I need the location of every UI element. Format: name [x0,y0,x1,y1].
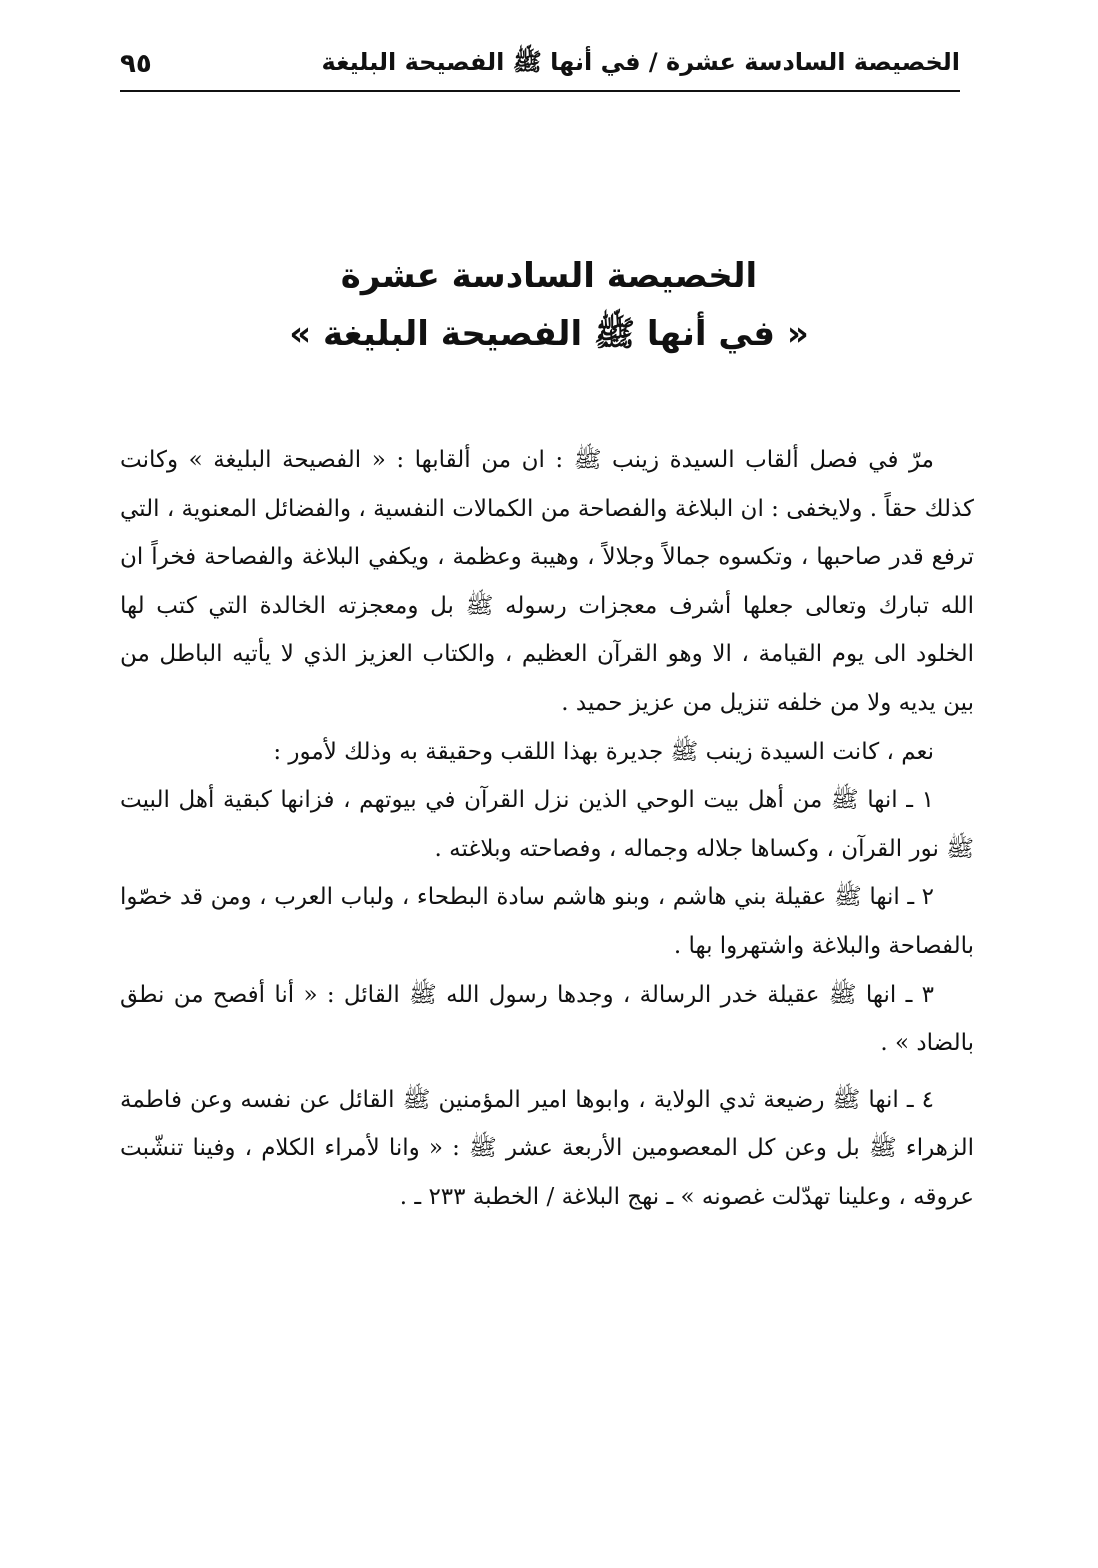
chapter-subtitle: « في أنها ﷺ الفصيحة البليغة » [289,314,809,354]
running-header-title: الخصيصة السادسة عشرة / في أنها ﷺ الفصيحة البليغة [321,47,960,76]
chapter-heading [120,248,978,364]
list-item [120,873,974,970]
chapter-title: الخصيصة السادسة عشرة [340,256,758,296]
running-header [120,38,960,92]
list-item-text: ٣ ـ انها ﷺ عقيلة خدر الرسالة ، وجدها رسول الله ﷺ القائل : « أنا أفصح من نطق بالضاد » . [120,981,974,1057]
list-item-text: ٤ ـ انها ﷺ رضيعة ثدي الولاية ، وابوها امير المؤمنين ﷺ القائل عن نفسه وعن فاطمة الزهراء ﷺ بل وعن كل المعصومين الأربعة عشر ﷺ : « وانا لأمراء الكلام ، وفينا تنشّبت عروقه ، وعلينا تهدّلت غصونه » ـ نهج البلاغة / الخطبة ٢٣٣ ـ . [120,1086,974,1210]
paragraph-reasons-lead: نعم ، كانت السيدة زينب ﷺ جديرة بهذا اللقب وحقيقة به وذلك لأمور : [273,738,934,765]
list-item-text: ١ ـ انها ﷺ من أهل بيت الوحي الذين نزل القرآن في بيوتهم ، فزانها كبقية أهل البيت ﷺ نور القرآن ، وكساها جلاله وجماله ، وفصاحته وبلاغته . [120,787,974,862]
page-number: ٩٥ [120,49,152,79]
paragraph-intro: مرّ في فصل ألقاب السيدة زينب ﷺ : ان من ألقابها : « الفصيحة البليغة » وكانت كذلك حقاً . ولايخفى : ان البلاغة والفصاحة من الكمالات النفسية ، والفضائل المعنوية ، التي ترفع قدر صاحبها ، وتكسوه جمالاً وجلالاً ، وهيبة وعظمة ، ويكفي البلاغة والفصاحة فخراً ان الله تبارك وتعالى جعلها أشرف معجزات رسوله ﷺ بل ومعجزته الخالدة التي كتب لها الخلود الى يوم القيامة ، الا وهو القرآن العظيم ، والكتاب العزيز الذي لا يأتيه الباطل من بين يديه ولا من خلفه تنزيل من عزيز حميد . [120,447,974,716]
list-item [120,1076,974,1222]
spacer [120,1068,974,1076]
list-item-text: ٢ ـ انها ﷺ عقيلة بني هاشم ، وبنو هاشم سادة البطحاء ، ولباب العرب ، ومن قد خصّوا بالفصاحة والبلاغة واشتهروا بها . [120,884,974,959]
list-item [120,971,974,1068]
list-item [120,776,974,873]
body-text [120,436,974,1222]
